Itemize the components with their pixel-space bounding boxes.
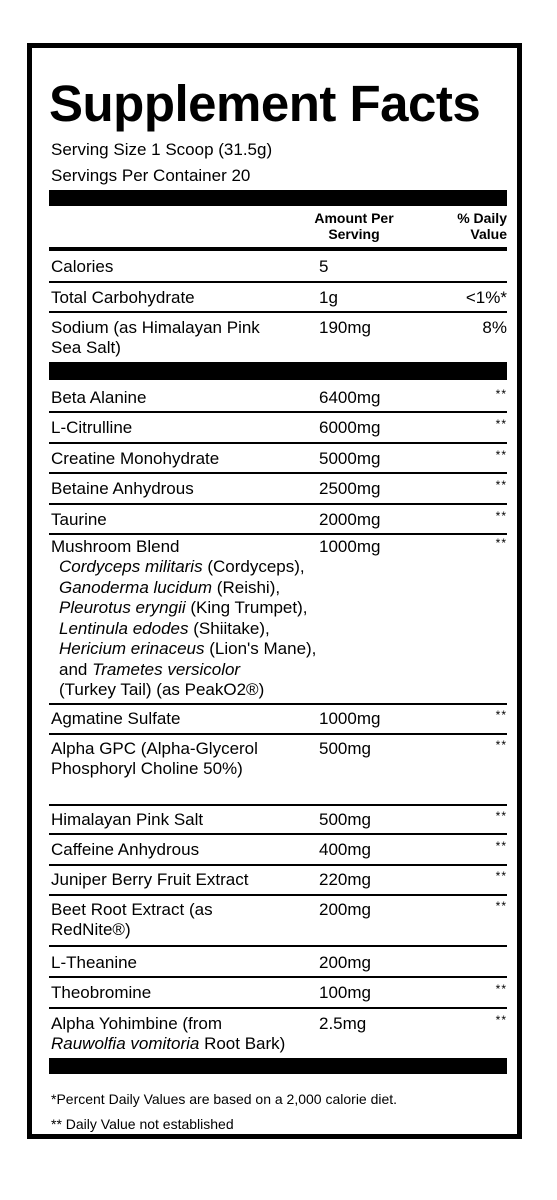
panel-title: Supplement Facts xyxy=(49,75,481,132)
ingredient-name: L-Citrulline xyxy=(51,418,133,437)
amount-header-line2: Serving xyxy=(328,226,380,242)
latin-name: Lentinula edodes xyxy=(59,618,189,638)
ingredient-daily-value: ** xyxy=(495,478,507,492)
ingredient-name: Beet Root Extract (as RedNite®) xyxy=(51,900,213,939)
ingredient-daily-value: ** xyxy=(495,809,507,823)
ingredient-daily-value: ** xyxy=(495,387,507,401)
ingredient-amount: 2.5mg xyxy=(319,1014,367,1033)
thick-divider-bottom xyxy=(49,1058,507,1074)
ingredient-daily-value: ** xyxy=(495,1013,507,1027)
ingredient-name: Beta Alanine xyxy=(51,388,147,407)
row-divider xyxy=(49,281,507,283)
ingredient-amount: 6000mg xyxy=(319,418,381,437)
ingredient-amount: 100mg xyxy=(319,983,371,1002)
ingredient-name: Juniper Berry Fruit Extract xyxy=(51,870,249,889)
common-name: (Cordyceps), xyxy=(202,557,305,576)
ingredient-daily-value: ** xyxy=(495,448,507,462)
ingredient-daily-value: ** xyxy=(495,417,507,431)
ingredient-daily-value: ** xyxy=(495,899,507,913)
ingredient-daily-value: ** xyxy=(495,509,507,523)
nutrient-name: Sodium (as Himalayan Pink Sea Salt) xyxy=(51,318,260,357)
ingredient-daily-value: ** xyxy=(495,982,507,996)
row-divider xyxy=(49,733,507,735)
blend-source-line xyxy=(59,578,379,599)
nutrient-amount: 190mg xyxy=(319,318,371,337)
ingredient-name: Agmatine Sulfate xyxy=(51,709,181,728)
ingredient-row xyxy=(49,900,507,942)
ingredient-daily-value: ** xyxy=(495,869,507,883)
ingredient-name: Caffeine Anhydrous xyxy=(51,840,200,859)
ingredient-amount: 2000mg xyxy=(319,510,381,529)
common-name: (King Trumpet), xyxy=(185,598,308,617)
nutrient-name: Total Carbohydrate xyxy=(51,288,195,307)
mushroom-blend-sources xyxy=(59,557,379,701)
dv-header-line2: Value xyxy=(470,226,507,242)
blend-source-line xyxy=(59,680,379,701)
ingredient-name: Creatine Monohydrate xyxy=(51,449,220,468)
amount-per-serving-header xyxy=(299,210,409,242)
ingredient-name: Alpha GPC (Alpha-Glycerol Phosphoryl Choline 50%) xyxy=(51,739,258,778)
daily-value-header xyxy=(437,210,507,242)
blend-source-line xyxy=(59,557,379,578)
dv-header-line1: % Daily xyxy=(457,210,507,226)
row-divider xyxy=(49,533,507,535)
ingredient-amount: 1000mg xyxy=(319,537,381,556)
ingredient-amount: 500mg xyxy=(319,739,371,758)
latin-name: Ganoderma lucidum xyxy=(59,577,213,597)
latin-name: Hericium erinaceus xyxy=(59,639,205,658)
common-name: (Shiitake), xyxy=(188,618,270,638)
ingredient-amount: 200mg xyxy=(319,953,371,972)
ingredient-daily-value: ** xyxy=(495,708,507,722)
ingredient-amount: 1000mg xyxy=(319,709,381,728)
header-rule xyxy=(49,247,507,251)
latin-name: Pleurotus eryngii xyxy=(59,598,186,617)
ingredient-amount: 400mg xyxy=(319,840,371,859)
row-divider xyxy=(49,894,507,896)
blend-source-line xyxy=(59,660,379,681)
ingredient-row xyxy=(49,1014,507,1056)
ingredient-amount: 220mg xyxy=(319,870,371,889)
ingredient-name: Theobromine xyxy=(51,983,152,1002)
row-divider xyxy=(49,411,507,413)
blend-source-line xyxy=(59,639,379,660)
blend-prefix: and xyxy=(59,659,93,679)
nutrient-daily-value: 8% xyxy=(482,318,507,337)
row-divider xyxy=(49,442,507,444)
thick-divider-top xyxy=(49,190,507,206)
nutrient-amount: 1g xyxy=(319,288,338,307)
ingredient-amount: 200mg xyxy=(319,900,371,919)
footnote-daily-value-not-established: ** Daily Value not established xyxy=(51,1116,234,1132)
ingredient-row xyxy=(49,739,507,801)
row-divider xyxy=(49,311,507,313)
common-name: (Turkey Tail) (as PeakO2®) xyxy=(59,680,265,699)
row-divider xyxy=(49,945,507,947)
nutrient-name: Calories xyxy=(51,257,114,276)
ingredient-name-block xyxy=(51,1014,341,1054)
serving-size: Serving Size 1 Scoop (31.5g) xyxy=(51,140,273,159)
row-divider xyxy=(49,1007,507,1009)
ingredient-daily-value: ** xyxy=(495,536,507,550)
nutrient-row xyxy=(49,318,507,360)
ingredient-name: Himalayan Pink Salt xyxy=(51,810,204,829)
ingredient-name: Taurine xyxy=(51,510,107,529)
servings-per-container: Servings Per Container 20 xyxy=(51,166,251,185)
common-name: (Lion's Mane), xyxy=(204,639,317,658)
supplement-facts-panel xyxy=(27,43,522,1139)
row-divider xyxy=(49,472,507,474)
ingredient-amount: 6400mg xyxy=(319,388,381,407)
row-divider xyxy=(49,864,507,866)
latin-name: Rauwolfia vomitoria xyxy=(51,1034,200,1053)
ingredient-name: Alpha Yohimbine (from xyxy=(51,1014,223,1033)
row-divider xyxy=(49,503,507,505)
row-divider xyxy=(49,703,507,705)
ingredient-row-mushroom-blend xyxy=(49,537,507,697)
ingredient-amount: 500mg xyxy=(319,810,371,829)
thick-divider-middle xyxy=(49,362,507,380)
ingredient-name: L-Theanine xyxy=(51,953,138,972)
row-divider xyxy=(49,833,507,835)
source-detail: Root Bark) xyxy=(199,1034,286,1053)
nutrient-amount: 5 xyxy=(319,257,329,276)
ingredient-name: Betaine Anhydrous xyxy=(51,479,194,498)
row-divider xyxy=(49,804,507,806)
latin-name: Trametes versicolor xyxy=(92,659,241,679)
blend-source-line xyxy=(59,598,379,619)
blend-source-line xyxy=(59,619,379,640)
row-divider xyxy=(49,976,507,978)
ingredient-daily-value: ** xyxy=(495,839,507,853)
ingredient-amount: 5000mg xyxy=(319,449,381,468)
common-name: (Reishi), xyxy=(212,577,281,597)
latin-name: Cordyceps militaris xyxy=(59,557,203,576)
footnote-percent-daily-values: *Percent Daily Values are based on a 2,000 calorie diet. xyxy=(51,1091,398,1107)
ingredient-amount: 2500mg xyxy=(319,479,381,498)
nutrient-daily-value: <1%* xyxy=(465,288,507,307)
ingredient-daily-value: ** xyxy=(495,738,507,752)
ingredient-name: Mushroom Blend xyxy=(51,537,180,556)
amount-header-line1: Amount Per xyxy=(314,210,394,226)
